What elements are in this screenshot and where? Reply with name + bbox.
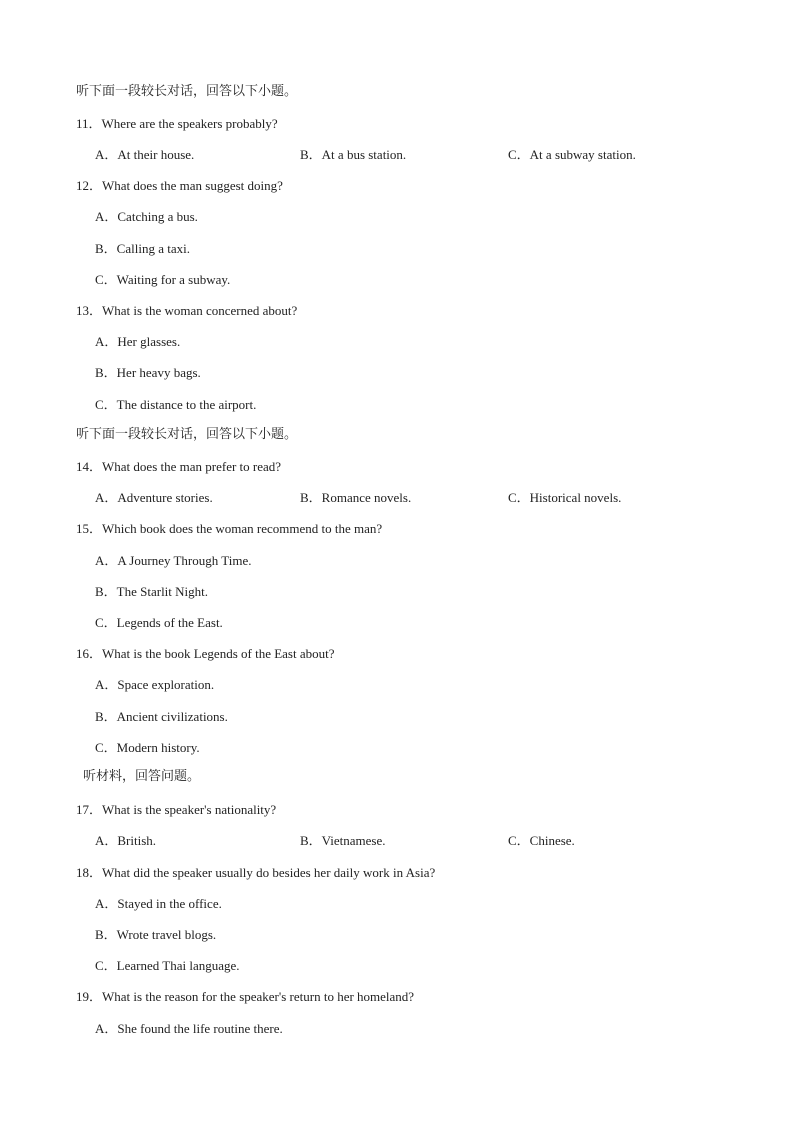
question-text: Which book does the woman recommend to the man? [102, 521, 383, 536]
question-text: What is the woman concerned about? [102, 303, 298, 318]
option-c: C．The distance to the airport. [95, 397, 257, 412]
option-a: A．At their house. [95, 147, 195, 162]
question-text: What is the book Legends of the East about? [102, 646, 335, 661]
question-number: 11． [76, 116, 102, 131]
option-b: B．Romance novels. [300, 490, 412, 505]
question-text: What does the man suggest doing? [102, 178, 283, 193]
option-b: B．Ancient civilizations. [95, 709, 228, 724]
section-instruction: 听下面一段较长对话，回答以下小题。 [76, 427, 298, 442]
option-c: C．Historical novels. [508, 490, 622, 505]
option-a: A．Space exploration. [95, 677, 215, 692]
question-number: 15． [76, 521, 103, 536]
option-c: C．Learned Thai language. [95, 958, 240, 973]
question [76, 521, 382, 537]
option-c: C．Chinese. [508, 833, 575, 848]
section-instruction: 听下面一段较长对话，回答以下小题。 [76, 84, 298, 99]
option-a: A．Stayed in the office. [95, 896, 222, 911]
option-c: C．At a subway station. [508, 147, 636, 162]
option-b: B．The Starlit Night. [95, 584, 209, 599]
option-a: A．Catching a bus. [95, 209, 198, 224]
option-b: B．Her heavy bags. [95, 365, 201, 380]
option-b: B．At a bus station. [300, 147, 407, 162]
question-number: 19． [76, 989, 103, 1004]
question-text: What is the reason for the speaker's return to her homeland? [102, 989, 415, 1004]
option-c: C．Waiting for a subway. [95, 272, 231, 287]
question [76, 989, 414, 1005]
question [76, 178, 283, 194]
question [76, 865, 435, 881]
option-b: B．Vietnamese. [300, 833, 386, 848]
question [76, 303, 297, 319]
question-text: What is the speaker's nationality? [102, 802, 277, 817]
question [76, 646, 335, 662]
option-c: C．Legends of the East. [95, 615, 223, 630]
section-instruction: 听材料，回答问题。 [83, 769, 201, 784]
question-number: 18． [76, 865, 103, 880]
option-b: B．Calling a taxi. [95, 241, 190, 256]
question-text: Where are the speakers probably? [101, 116, 278, 131]
question-text: What does the man prefer to read? [102, 459, 282, 474]
question-text: What did the speaker usually do besides her daily work in Asia? [102, 865, 436, 880]
question [76, 116, 278, 132]
option-b: B．Wrote travel blogs. [95, 927, 217, 942]
question-number: 14． [76, 459, 103, 474]
question [76, 459, 281, 475]
question-number: 17． [76, 802, 103, 817]
option-a: A．She found the life routine there. [95, 1021, 283, 1036]
question-number: 13． [76, 303, 103, 318]
option-c: C．Modern history. [95, 740, 200, 755]
option-a: A．Her glasses. [95, 334, 181, 349]
question-number: 12． [76, 178, 103, 193]
option-a: A．A Journey Through Time. [95, 553, 252, 568]
option-a: A．British. [95, 833, 157, 848]
option-a: A．Adventure stories. [95, 490, 213, 505]
question [76, 802, 276, 818]
question-number: 16． [76, 646, 103, 661]
